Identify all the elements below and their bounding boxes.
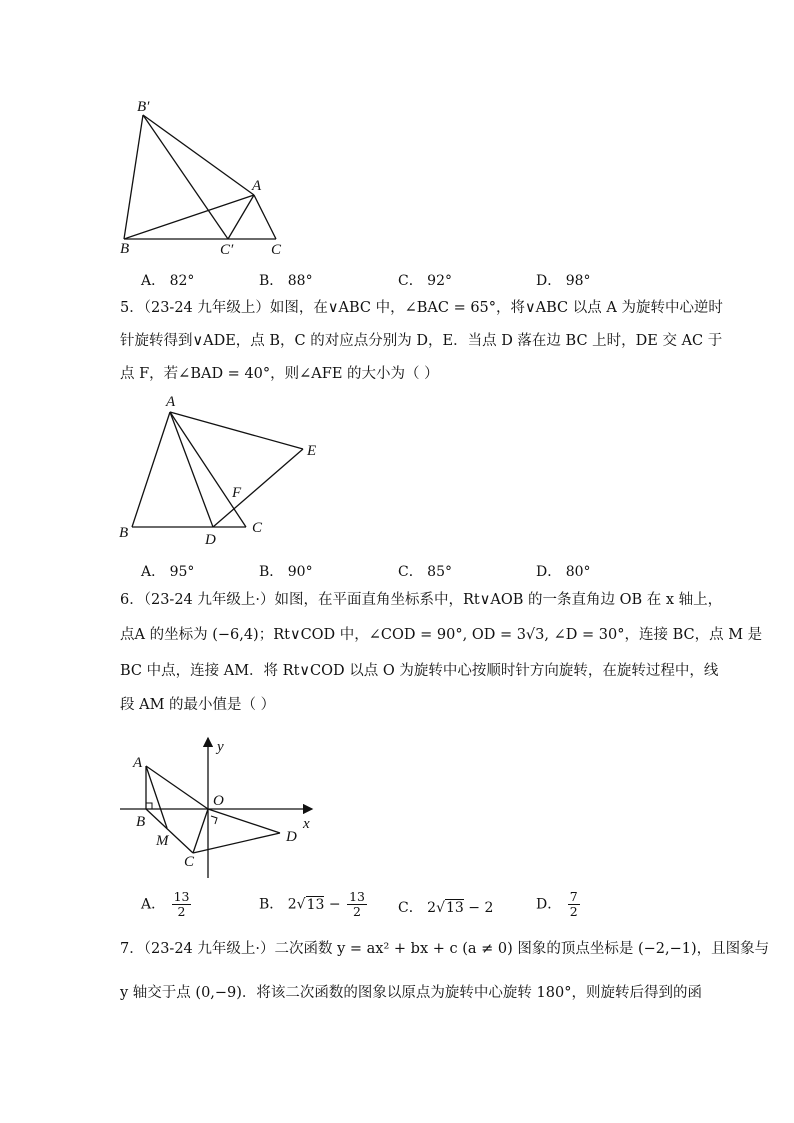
label-c: C — [271, 242, 282, 258]
label-c: C — [184, 854, 195, 870]
label-o: O — [213, 793, 224, 809]
label-m: M — [156, 833, 169, 849]
q6-line-1: 6．（23-24 九年级上·）如图，在平面直角坐标系中，Rt∨AOB 的一条直角边 OB 在 x 轴上， — [120, 592, 723, 608]
edge-a-d — [170, 412, 213, 527]
q7-line-1: 7．（23-24 九年级上·）二次函数 y = ax² + bx + c (a ≠ 0) 图象的顶点坐标是 (−2,−1)，且图象与 — [120, 941, 770, 957]
label-d: D — [286, 829, 297, 845]
q6-option-b: B． 2√13 − $\frac{13}{2}$ — [259, 889, 365, 919]
label-d: D — [205, 532, 216, 548]
q4-option-c: C． 92° — [398, 273, 452, 289]
label-x: x — [303, 816, 310, 832]
edge-bprime-a — [143, 115, 254, 195]
q6-line-3: BC 中点，连接 AM．将 Rt∨COD 以点 O 为旋转中心按顺时针方向旋转，在旋转过程中，线 — [120, 663, 719, 679]
label-e: E — [307, 443, 317, 459]
q6-line-2: 点A 的坐标为 (−6,4)；Rt∨COD 中，∠COD = 90°, OD = 3√3, ∠D = 30°，连接 BC，点 M 是 — [120, 627, 763, 643]
q5-option-b: B． 90° — [259, 564, 313, 580]
q5-option-d: D． 80° — [536, 564, 591, 580]
q6-option-c: C． 2√13 − 2 — [398, 900, 494, 916]
q4-option-b: B． 88° — [259, 273, 313, 289]
q5-option-a: A． 95° — [141, 564, 195, 580]
edge-a-b — [132, 412, 170, 527]
right-angle-o — [211, 816, 217, 824]
label-b-prime: B′ — [137, 99, 150, 115]
edge-bprime-cprime — [143, 115, 228, 239]
label-a: A — [166, 394, 176, 410]
label-a: A — [133, 755, 143, 771]
label-f: F — [232, 485, 242, 501]
q4-figure — [110, 92, 310, 262]
edge-bprime-b — [124, 115, 143, 239]
q6-option-d: D． $\frac{7}{2}$ — [536, 889, 578, 919]
edge-d-e — [213, 449, 303, 527]
q5-line-3: 点 F，若∠BAD = 40°，则∠AFE 的大小为（ ） — [120, 366, 439, 382]
edge-b-a — [124, 195, 254, 239]
edge-a-cprime — [228, 195, 254, 239]
edge-c-o — [193, 809, 208, 853]
right-angle-b — [146, 803, 152, 809]
label-b: B — [119, 525, 129, 541]
q5-option-c: C． 85° — [398, 564, 452, 580]
edge-c-d — [193, 833, 280, 853]
edge-a-e — [170, 412, 303, 449]
edge-o-d — [208, 809, 280, 833]
edge-b-c — [146, 809, 193, 853]
q5-line-1: 5．（23-24 九年级上）如图，在∨ABC 中，∠BAC = 65°，将∨ABC 以点 A 为旋转中心逆时 — [120, 300, 723, 316]
q6-figure — [112, 730, 332, 885]
q4-option-d: D． 98° — [536, 273, 591, 289]
q4-option-a: A． 82° — [141, 273, 195, 289]
q6-line-4: 段 AM 的最小值是（ ） — [120, 697, 276, 713]
edge-a-o — [146, 766, 208, 809]
q7-line-2: y 轴交于点 (0,−9)．将该二次函数的图象以原点为旋转中心旋转 180°，则旋转后得到的函 — [120, 985, 702, 1001]
label-c: C — [252, 520, 263, 536]
label-b: B — [120, 241, 130, 257]
q5-line-2: 针旋转得到∨ADE，点 B，C 的对应点分别为 D，E．当点 D 落在边 BC 上时，DE 交 AC 于 — [120, 333, 723, 349]
label-a: A — [252, 178, 262, 194]
q6-option-a: A． $\frac{13}{2}$ — [141, 889, 190, 919]
q5-figure — [110, 388, 330, 548]
label-b: B — [136, 814, 146, 830]
edge-a-c — [170, 412, 246, 527]
label-c-prime: C′ — [220, 242, 234, 258]
edge-a-c — [254, 195, 276, 239]
label-y: y — [217, 739, 224, 755]
